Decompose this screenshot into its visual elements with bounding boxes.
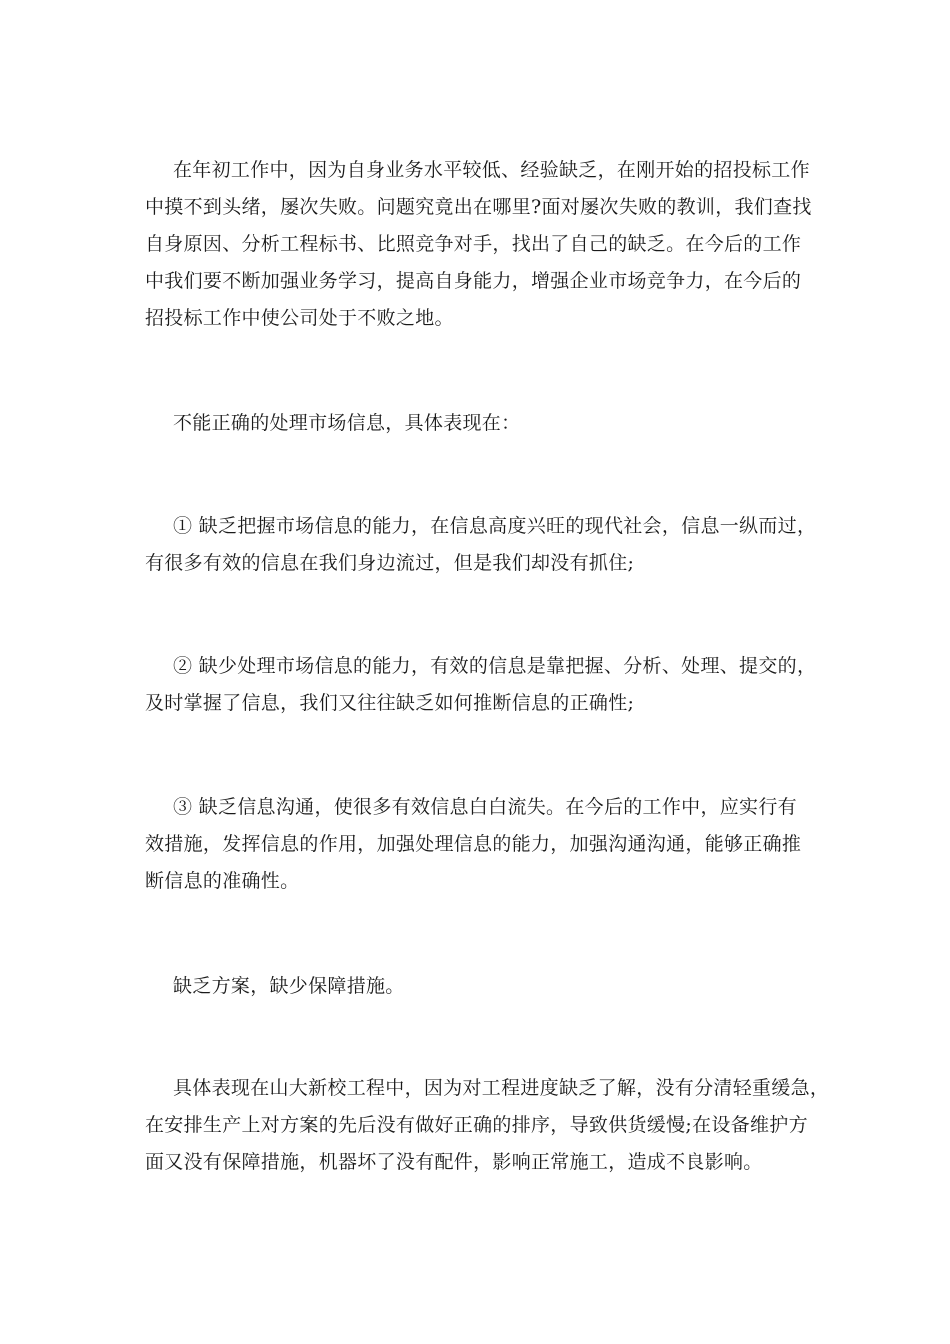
paragraph-line: 中我们要不断加强业务学习，提高自身能力，增强企业市场竞争力，在今后的 <box>145 270 802 292</box>
paragraph-line: 缺乏方案，缺少保障措施。 <box>173 975 405 997</box>
paragraph-point-1 <box>145 508 816 582</box>
paragraph-line: 自身原因、分析工程标书、比照竞争对手，找出了自己的缺乏。在今后的工作 <box>145 233 802 255</box>
paragraph-line: ① 缺乏把握市场信息的能力，在信息高度兴旺的现代社会，信息一纵而过， <box>173 515 817 537</box>
paragraph-line: 具体表现在山大新校工程中，因为对工程进度缺乏了解，没有分清轻重缓急， <box>173 1077 830 1099</box>
paragraph-line: 在安排生产上对方案的先后没有做好正确的排序，导致供货缓慢;在设备维护方 <box>145 1114 808 1136</box>
paragraph-line: 在年初工作中，因为自身业务水平较低、经验缺乏，在刚开始的招投标工作 <box>173 159 810 181</box>
paragraph-line: 有很多有效的信息在我们身边流过，但是我们却没有抓住; <box>145 552 635 574</box>
paragraph-plan-heading <box>145 968 405 1005</box>
paragraph-line: 效措施，发挥信息的作用，加强处理信息的能力，加强沟通沟通，能够正确推 <box>145 833 802 855</box>
paragraph-point-2 <box>145 648 816 722</box>
paragraph-line: 不能正确的处理市场信息，具体表现在： <box>173 412 521 434</box>
paragraph-bidding-experience <box>145 152 812 337</box>
paragraph-line: 断信息的准确性。 <box>145 870 300 892</box>
paragraph-point-3 <box>145 789 801 900</box>
paragraph-market-info-heading <box>145 405 520 442</box>
paragraph-line: ③ 缺乏信息沟通，使很多有效信息白白流失。在今后的工作中，应实行有 <box>173 796 797 818</box>
paragraph-line: 及时掌握了信息，我们又往往缺乏如何推断信息的正确性; <box>145 692 635 714</box>
paragraph-campus-project <box>145 1070 829 1181</box>
paragraph-line: 中摸不到头绪，屡次失败。问题究竟出在哪里?面对屡次失败的教训，我们查找 <box>145 196 812 218</box>
paragraph-line: 面又没有保障措施，机器坏了没有配件，影响正常施工，造成不良影响。 <box>145 1151 763 1173</box>
paragraph-line: ② 缺少处理市场信息的能力，有效的信息是靠把握、分析、处理、提交的， <box>173 655 817 677</box>
paragraph-line: 招投标工作中使公司处于不败之地。 <box>145 307 454 329</box>
